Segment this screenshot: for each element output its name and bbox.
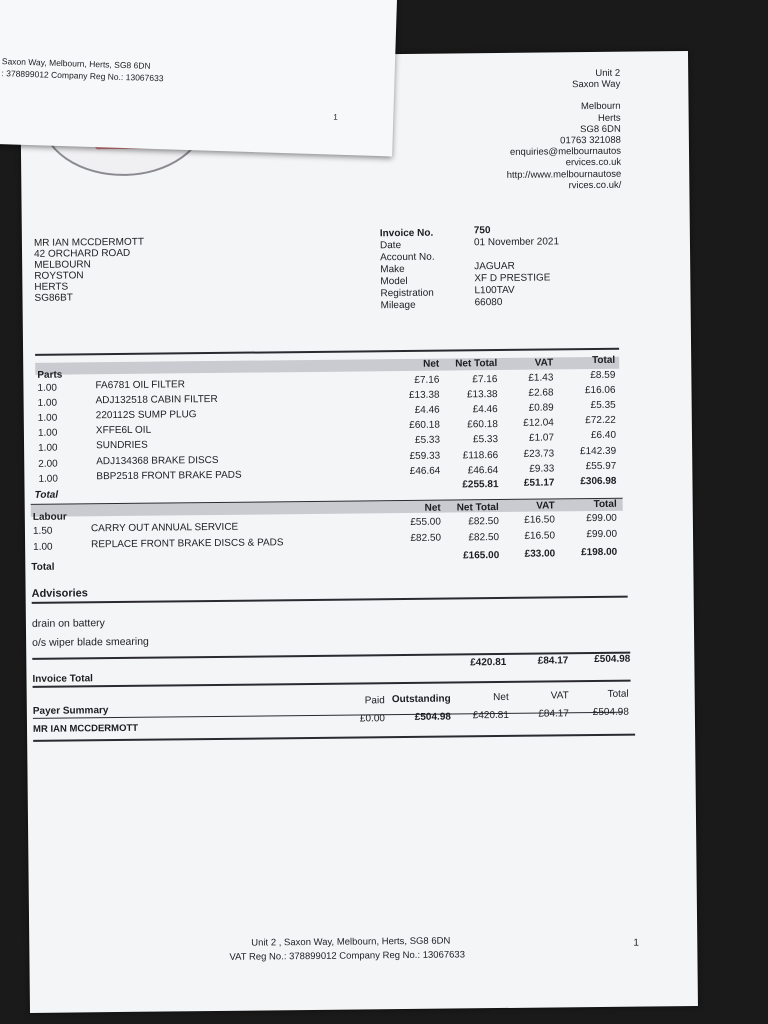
row-qty: 1.00	[37, 412, 58, 424]
row-net-total: £60.18	[467, 419, 498, 431]
row-qty: 1.00	[33, 541, 53, 553]
model-label: Model	[380, 275, 408, 288]
company-address	[506, 68, 622, 192]
row-net-total: £118.66	[462, 450, 499, 462]
registration-label: Registration	[380, 287, 434, 300]
parts-total-label: Total	[34, 489, 59, 501]
customer-line: MELBOURN	[34, 259, 91, 271]
row-qty: 1.00	[37, 397, 58, 409]
divider	[33, 734, 635, 742]
customer-address	[34, 237, 145, 304]
company-email[interactable]: ervices.co.uk	[565, 157, 622, 169]
payer-total-header: Total	[607, 688, 629, 700]
row-total: £142.39	[579, 445, 617, 458]
overlay-reg: : 378899012 Company Reg No.: 13067633	[1, 68, 164, 84]
payer-outstanding-value: £504.98	[414, 711, 451, 723]
row-total: £99.00	[586, 512, 617, 525]
row-vat: £16.50	[524, 530, 556, 542]
row-net-total: £5.33	[472, 434, 499, 446]
date-value: 01 November 2021	[473, 236, 560, 249]
overlapping-sheet	[0, 0, 398, 156]
row-net: £4.46	[414, 404, 440, 416]
row-net-total: £82.50	[468, 532, 500, 544]
company-line: Melbourn	[580, 101, 621, 113]
account-no-value	[474, 248, 559, 261]
row-net-total: £13.38	[466, 389, 498, 401]
row-net-total: £4.46	[472, 404, 498, 416]
row-vat: £2.68	[528, 387, 554, 399]
labour-vat-header: VAT	[536, 500, 555, 512]
account-no-label: Account No.	[380, 251, 435, 264]
labour-net-total-header: Net Total	[456, 502, 499, 514]
overlay-page-number: 1	[333, 112, 338, 122]
row-desc: CARRY OUT ANNUAL SERVICE	[90, 521, 239, 535]
row-desc: ADJ132518 CABIN FILTER	[95, 393, 218, 407]
row-net: £46.64	[409, 465, 441, 477]
customer-line: SG86BT	[34, 292, 73, 304]
invoice-total-label: Invoice Total	[32, 673, 93, 685]
labour-total-label: Total	[31, 561, 55, 573]
payer-summary-title: Payer Summary	[32, 705, 109, 717]
parts-vat-header: VAT	[534, 357, 554, 369]
row-net: £60.18	[409, 419, 440, 431]
advisories-title: Advisories	[31, 587, 88, 600]
company-line: 01763 321088	[560, 134, 621, 147]
row-total: £5.35	[590, 399, 616, 412]
labour-vat-sum: £33.00	[524, 548, 556, 560]
row-net: £7.16	[414, 374, 440, 386]
row-total: £55.97	[585, 460, 617, 473]
parts-net-total-header: Net Total	[455, 358, 498, 370]
parts-net-header: Net	[423, 358, 440, 370]
row-net: £55.00	[410, 516, 441, 528]
customer-name: MR IAN MCCDERMOTT	[33, 236, 144, 249]
row-desc: XFFE6L OIL	[95, 424, 152, 437]
payer-net-header: Net	[493, 691, 509, 704]
labour-net-total-sum: £165.00	[463, 550, 500, 562]
row-net: £5.33	[414, 434, 441, 446]
overlay-address: Saxon Way, Melbourn, Herts, SG8 6DN	[1, 56, 151, 71]
payer-net-value: £420.81	[472, 709, 509, 722]
row-desc: 220112S SUMP PLUG	[95, 409, 197, 422]
row-total: £16.06	[584, 384, 616, 397]
row-total: £99.00	[586, 528, 618, 541]
labour-title: Labour	[32, 511, 67, 523]
footer-address: Unit 2 , Saxon Way, Melbourn, Herts, SG8 6DN	[251, 935, 451, 949]
row-net: £13.38	[408, 389, 440, 401]
company-line: Herts	[597, 112, 621, 124]
row-desc: BBP2518 FRONT BRAKE PADS	[96, 469, 242, 483]
company-email[interactable]: enquiries@melbournautos	[509, 145, 622, 159]
labour-net-header: Net	[424, 502, 441, 514]
row-qty: 1.00	[38, 473, 58, 485]
customer-line: HERTS	[34, 281, 69, 293]
row-vat: £0.89	[528, 402, 554, 414]
row-vat: £1.43	[528, 372, 554, 384]
parts-total-header: Total	[591, 354, 616, 367]
footer-page-number: 1	[633, 937, 639, 949]
advisory-item: drain on battery	[31, 617, 105, 630]
row-vat: £1.07	[528, 432, 555, 444]
row-net-total: £7.16	[472, 374, 498, 386]
row-qty: 1.00	[38, 442, 58, 454]
row-qty: 1.00	[37, 382, 57, 394]
row-net-total: £46.64	[467, 465, 499, 477]
payer-vat-header: VAT	[550, 690, 569, 702]
date-label: Date	[379, 240, 402, 252]
company-website[interactable]: http://www.melbournautose	[506, 168, 622, 181]
row-net-total: £82.50	[468, 516, 499, 528]
invoice-field-values	[474, 224, 560, 309]
row-total: £6.40	[590, 429, 617, 442]
company-line: SG8 6DN	[580, 123, 621, 135]
invoice-total-vat: £84.17	[537, 655, 569, 667]
row-qty: 2.00	[38, 458, 58, 470]
divider	[32, 596, 628, 604]
payer-paid-value: £0.00	[359, 713, 385, 725]
divider	[33, 680, 631, 688]
parts-title: Parts	[37, 369, 63, 381]
invoice-no-value: 750	[473, 225, 491, 237]
row-desc: ADJ134368 BRAKE DISCS	[96, 454, 219, 468]
customer-line: 42 ORCHARD ROAD	[33, 247, 131, 260]
registration-value: L100TAV	[474, 284, 515, 297]
payer-total-value: £504.98	[592, 706, 629, 719]
make-value: JAGUAR	[474, 260, 515, 273]
customer-line: ROYSTON	[34, 270, 84, 282]
payer-vat-value: £84.17	[538, 708, 569, 720]
company-line: Saxon Way	[572, 78, 621, 91]
row-desc: FA6781 OIL FILTER	[95, 379, 185, 392]
row-vat: £12.04	[523, 417, 554, 429]
parts-vat-sum: £51.17	[523, 477, 555, 489]
company-website[interactable]: rvices.co.uk/	[568, 179, 622, 192]
row-qty: 1.50	[32, 525, 53, 537]
row-qty: 1.00	[37, 427, 58, 439]
invoice-field-labels	[380, 228, 435, 313]
invoice-no-label: Invoice No.	[379, 227, 434, 240]
invoice-total-total: £504.98	[594, 653, 631, 666]
advisory-item: o/s wiper blade smearing	[32, 635, 149, 649]
row-desc: SUNDRIES	[96, 439, 148, 452]
company-line: Unit 2	[595, 67, 621, 79]
row-total: £72.22	[585, 414, 616, 427]
invoice-total-net: £420.81	[470, 656, 507, 669]
row-vat: £23.73	[523, 448, 555, 460]
row-total: £8.59	[590, 369, 616, 382]
mileage-label: Mileage	[380, 299, 416, 312]
labour-total-sum: £198.00	[580, 546, 618, 559]
row-net: £82.50	[410, 532, 442, 544]
row-vat: £9.33	[529, 463, 555, 475]
invoice-page	[20, 51, 698, 1013]
mileage-value: 66080	[474, 296, 503, 309]
payer-name: MR IAN MCCDERMOTT	[32, 722, 139, 735]
divider	[35, 348, 619, 356]
row-desc: REPLACE FRONT BRAKE DISCS & PADS	[91, 537, 284, 551]
row-net: £59.33	[409, 450, 441, 462]
model-value: XF D PRESTIGE	[474, 272, 551, 285]
make-label: Make	[380, 263, 405, 276]
payer-paid-header: Paid	[364, 695, 385, 707]
payer-outstanding-header: Outstanding	[391, 693, 451, 706]
footer-reg: VAT Reg No.: 378899012 Company Reg No.: 13067633	[229, 949, 466, 963]
labour-total-header: Total	[593, 498, 617, 511]
parts-total-sum: £306.98	[580, 475, 617, 488]
row-vat: £16.50	[524, 514, 555, 526]
parts-net-total-sum: £255.81	[462, 479, 499, 491]
